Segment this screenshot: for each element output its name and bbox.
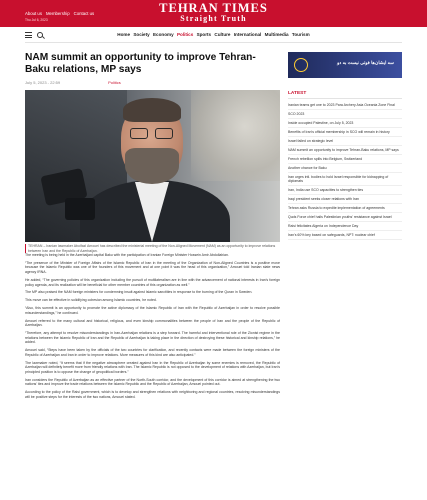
article-paragraph: He added, “The governing policies of this organization including the pursuit of multilateralism are in line with the advancement of national interests in Iran's foreign policy agenda, and its realization will be beneficial for other member countries of this organization as well.” <box>25 277 280 287</box>
article-paragraph: “The presence of the Minister of Foreign Affairs of the Islamic Republic of Iran in the meeting of the Organization of Non-Aligned Countries is a positive move because the Islamic Republic was one of the founders of this movement and at one point it was the head of this organization,” Amouei told Iranian state news agency IRNA. <box>25 260 280 275</box>
latest-item[interactable]: Iran urges intl. bodies to hold Israel responsible for kidnapping of diplomats <box>288 173 402 186</box>
latest-item[interactable]: NAM summit an opportunity to improve Tehran-Baku relations, MP says <box>288 146 402 155</box>
site-logo[interactable] <box>0 2 427 23</box>
logo-tagline: Straight Truth <box>180 14 247 23</box>
article-paragraph: The lawmaker noted, “It seems that if the negative atmosphere created against Iran in the Republic of Azerbaijan by some enemies is removed, the Republic of Azerbaijan will definitely benefit more from friendly relations with Iran. The Islamic Republic is not opposed to the development of relations with Azerbaijan, but Iran's principled position is to oppose the change of geopolitical borders.” <box>25 360 280 374</box>
latest-item[interactable]: Iran's 60% key based on safeguards, NPT: nuclear chief <box>288 231 402 240</box>
logo-title: TEHRAN TIMES <box>159 1 268 15</box>
article-date: July 5, 2023 - 22:59 <box>25 80 61 85</box>
latest-item[interactable]: Iranian teams get one to 2023 Para Archery Asia Oceania Zone Final <box>288 101 402 110</box>
main-nav <box>25 30 402 43</box>
latest-item[interactable]: Quds Force chief hails Palestinian youths' resistance against Israel <box>288 213 402 222</box>
nav-item-culture[interactable]: Culture <box>214 32 231 37</box>
article-body <box>25 253 280 403</box>
latest-item[interactable]: Raisi felicitates Algeria on Independence Day <box>288 222 402 231</box>
article-paragraph: Iran considers the Republic of Azerbaijan as an effective partner of the North-South corridor, and the development of this corridor is aimed at strengthening the two nations' ties and improve the trade relations between the Islamic Republic and the Republic of Azerbaijan, Amouei pointed out. <box>25 377 280 387</box>
membership-link[interactable]: Membership <box>45 11 70 16</box>
article-paragraph: Amouei said, “Steps have been taken by the officials of the two countries for clarification, and recently contacts were made between the foreign ministers of the Republic of Azerbaijan and Iran in order to improve relations. More measures of this kind are also anticipated.” <box>25 348 280 357</box>
sidebar-banner[interactable] <box>288 52 402 78</box>
header-date: Thu Jul 6, 2023 <box>25 18 48 22</box>
header-bar <box>0 0 427 27</box>
nav-item-society[interactable]: Society <box>133 32 150 37</box>
article-paragraph: According to the policy of the Raisi government, which is to develop and strengthen relations with neighboring and regional countries, resolving misunderstandings will be positive steps for the interests of the two nations, Amouei stated. <box>25 390 280 399</box>
latest-item[interactable]: French rebellion spills into Belgium, Switzerland <box>288 155 402 164</box>
about-us-link[interactable]: About us <box>25 11 42 16</box>
article-header <box>25 52 280 85</box>
latest-item[interactable]: Another chance for Baku <box>288 164 402 173</box>
article-paragraph: “Also, this summit is an opportunity to promote the active diplomacy of the Islamic Republic of Iran with the Republic of Azerbaijan in order to resolve possible misunderstandings,” he continued. <box>25 306 280 315</box>
nav-item-tourism[interactable]: Tourism <box>291 32 310 37</box>
banner-logo-icon <box>294 58 308 72</box>
article-paragraph: The meeting is being held in the Azerbaijani capital Baku with the participation of Iranian Foreign Minister Hossein Amir Abdollahian. <box>25 253 229 257</box>
article-paragraph: This move can be effective in solidifying cohesion among Islamic countries, he noted. <box>25 298 157 303</box>
latest-item[interactable]: SCO 2023 <box>288 110 402 119</box>
article-meta <box>25 80 280 85</box>
contact-us-link[interactable]: Contact us <box>73 11 95 16</box>
sidebar <box>288 52 402 240</box>
latest-heading: LATEST <box>288 91 402 99</box>
nav-item-home[interactable]: Home <box>117 32 131 37</box>
article-paragraph: The MP also praised the NAM foreign ministers for condemning insult against Islamic sanctities in response to the burning of the Quran in Sweden. <box>25 290 253 295</box>
nav-item-multimedia[interactable]: Multimedia <box>264 32 289 37</box>
latest-item[interactable]: Tehran asks Russia to expedite implementation of agreements <box>288 204 402 213</box>
latest-item[interactable]: Israel failed on strategic level <box>288 137 402 146</box>
nav-item-sports[interactable]: Sports <box>196 32 212 37</box>
latest-item[interactable]: Iran, India use SCO capacities to strengthen ties <box>288 186 402 195</box>
latest-item[interactable]: Benefits of Iran's official membership in SCO will remain in history <box>288 128 402 137</box>
article-paragraph: “Therefore, any attempt to resolve misunderstandings in Iran-Azerbaijan relations is a step forward. The harmful and interventional role of the Zionist regime in the relations between the Islamic Republic of Iran and the Republic of Azerbaijan is taking place in the direction of destroying these historical and kinship relations,” he added. <box>25 331 280 345</box>
latest-item[interactable]: Inside occupied Palestine, on July 5, 2023 <box>288 119 402 128</box>
latest-list <box>288 101 402 240</box>
article-paragraph: Amouei referred to the many cultural and historical, religious, and even kinship commonalities between the people of Iran and the people of the Republic of Azerbaijan. <box>25 318 280 328</box>
article-headline: NAM summit an opportunity to improve Tehran-Baku relations, MP says <box>25 52 256 75</box>
article-category[interactable]: Politics <box>108 80 121 85</box>
nav-item-international[interactable]: International <box>233 32 262 37</box>
banner-text: سه ایشان‌ها فوتی نیست به دو <box>337 60 394 65</box>
nav-item-economy[interactable]: Economy <box>152 32 174 37</box>
nav-item-politics[interactable]: Politics <box>176 32 194 37</box>
article-lead: TEHRAN – Iranian lawmaker Abolfazl Amouei has described the ministerial meeting of the Non-Aligned Movement (NAM) as an opportunity to improve relations between Iran and the Republic of Azerbaijan. <box>25 244 280 253</box>
nav-items <box>25 32 402 37</box>
latest-item[interactable]: Iraqi president seeks closer relations with Iran <box>288 195 402 204</box>
article-photo <box>25 90 280 242</box>
